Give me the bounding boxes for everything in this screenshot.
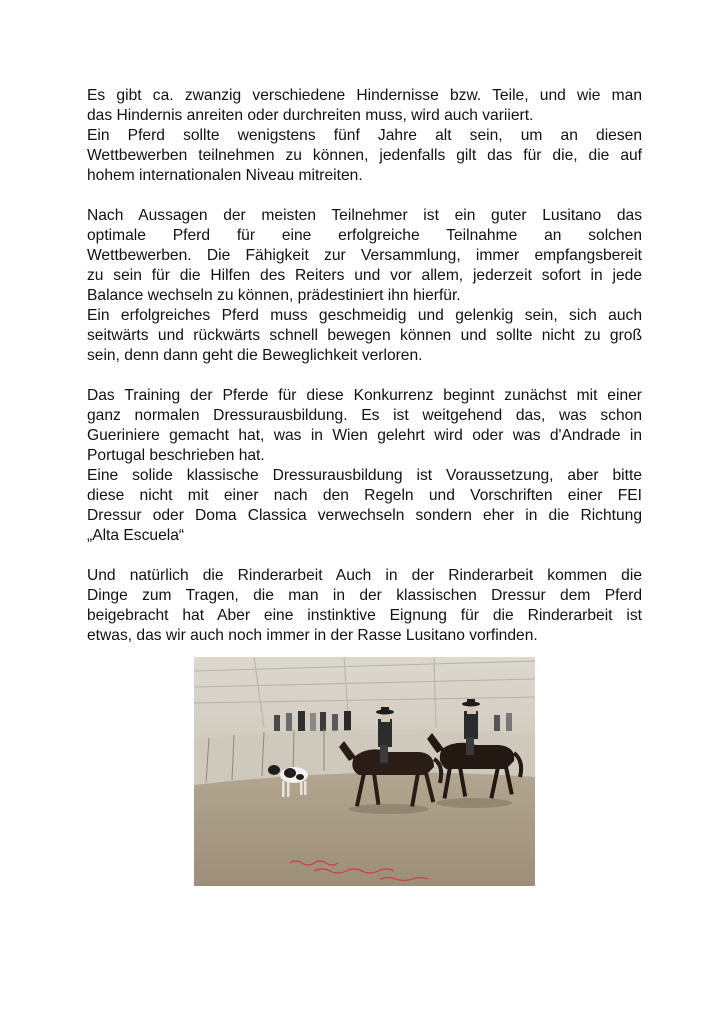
text-line: Und natürlich die Rinderarbeit Auch in der Rinderarbeit kommen die: [87, 567, 642, 584]
text-line: Dressur oder Doma Classica verwechseln sondern eher in die Richtung: [87, 507, 642, 524]
text-line: ganz normalen Dressurausbildung. Es ist weitgehend das, was schon: [87, 407, 642, 424]
text-line: „Alta Escuela“: [87, 527, 185, 544]
body-text: [87, 86, 642, 646]
text-line: Gueriniere gemacht hat, was in Wien gelehrt wird oder was d'Andrade in: [87, 427, 642, 444]
text-line: Ein erfolgreiches Pferd muss geschmeidig und gelenkig sein, sich auch: [87, 307, 642, 324]
text-line: Dinge zum Tragen, die man in der klassischen Dressur dem Pferd: [87, 587, 642, 604]
paragraph-4: [87, 566, 642, 646]
text-line: Es gibt ca. zwanzig verschiedene Hindernisse bzw. Teile, und wie man: [87, 87, 642, 104]
text-line: Ein Pferd sollte wenigstens fünf Jahre alt sein, um an diesen: [87, 127, 642, 144]
arena-photo-illustration: [194, 657, 535, 886]
text-line: Nach Aussagen der meisten Teilnehmer ist ein guter Lusitano das: [87, 207, 642, 224]
text-line: Wettbewerben. Die Fähigkeit zur Versammlung, immer empfangsbereit: [87, 247, 642, 264]
arena-photo: [194, 657, 535, 886]
text-line: beigebracht hat Aber eine instinktive Eignung für die Rinderarbeit ist: [87, 607, 642, 624]
text-line: seitwärts und rückwärts schnell bewegen können und sollte nicht zu groß: [87, 327, 642, 344]
arena-floor: [194, 773, 535, 887]
text-line: Balance wechseln zu können, prädestiniert ihn hierfür.: [87, 287, 461, 304]
paragraph-2: [87, 206, 642, 366]
text-line: etwas, das wir auch noch immer in der Rasse Lusitano vorfinden.: [87, 627, 538, 644]
text-line: optimale Pferd für eine erfolgreiche Teilnahme an solchen: [87, 227, 642, 244]
text-line: zu sein für die Hilfen des Reiters und vor allem, jederzeit sofort in jede: [87, 267, 642, 284]
paragraph-3: [87, 386, 642, 546]
text-line: das Hindernis anreiten oder durchreiten muss, wird auch variiert.: [87, 107, 534, 124]
text-line: Wettbewerben teilnehmen zu können, jedenfalls gilt das für die, die auf: [87, 147, 642, 164]
text-line: Eine solide klassische Dressurausbildung ist Voraussetzung, aber bitte: [87, 467, 642, 484]
text-line: Portugal beschrieben hat.: [87, 447, 265, 464]
text-line: Das Training der Pferde für diese Konkurrenz beginnt zunächst mit einer: [87, 387, 642, 404]
text-line: sein, denn dann geht die Beweglichkeit verloren.: [87, 347, 423, 364]
text-line: diese nicht mit einer nach den Regeln und Vorschriften einer FEI: [87, 487, 642, 504]
paragraph-1: [87, 86, 642, 186]
text-line: hohem internationalen Niveau mitreiten.: [87, 167, 363, 184]
